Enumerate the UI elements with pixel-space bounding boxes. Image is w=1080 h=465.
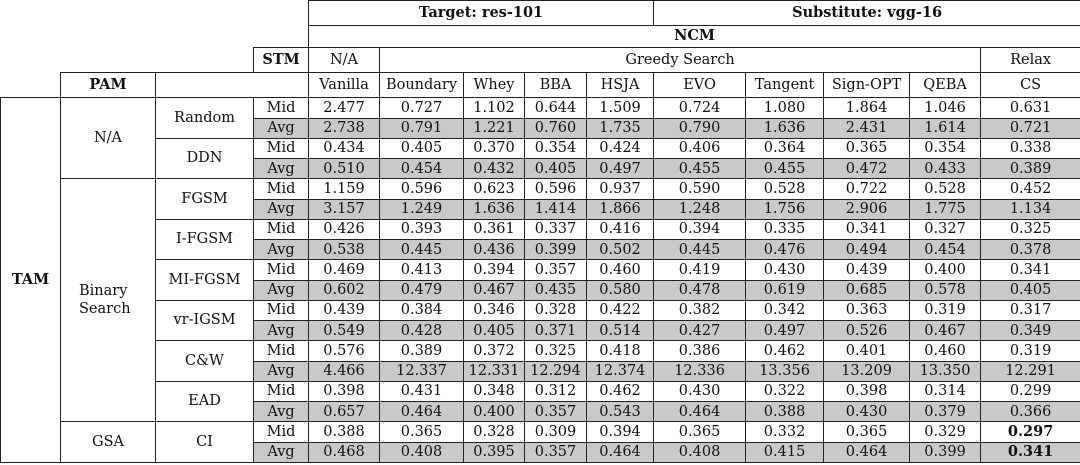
value-cell: 0.460 [910, 341, 981, 361]
value-cell: 0.430 [654, 381, 746, 401]
value-cell: 0.341 [824, 219, 910, 239]
value-cell: 0.494 [824, 240, 910, 260]
value-cell: 0.685 [824, 280, 910, 300]
value-cell: 0.386 [654, 341, 746, 361]
value-cell: 0.365 [654, 422, 746, 442]
value-cell: 0.468 [309, 442, 380, 462]
value-cell: 1.866 [587, 199, 654, 219]
value-cell: 0.329 [910, 422, 981, 442]
value-cell: 1.636 [464, 199, 525, 219]
value-cell: 0.418 [587, 341, 654, 361]
value-cell: 0.400 [464, 402, 525, 422]
table-row [1, 381, 1080, 401]
value-cell: 0.325 [525, 341, 587, 361]
value-cell: 4.466 [309, 361, 380, 381]
value-cell: 0.937 [587, 179, 654, 199]
table-row [1, 341, 1080, 361]
value-cell: 0.631 [981, 98, 1080, 118]
value-cell: 0.384 [380, 300, 464, 320]
value-cell: 0.724 [654, 98, 746, 118]
value-cell: 0.454 [380, 159, 464, 179]
value-cell: 0.497 [587, 159, 654, 179]
value-cell: 0.580 [587, 280, 654, 300]
stm-row-type: Avg [254, 442, 309, 462]
value-cell: 0.406 [654, 138, 746, 158]
value-cell: 0.576 [309, 341, 380, 361]
value-cell: 1.248 [654, 199, 746, 219]
value-cell: 0.526 [824, 321, 910, 341]
table-row [1, 219, 1080, 239]
value-cell: 0.357 [525, 442, 587, 462]
value-cell: 0.365 [824, 138, 910, 158]
value-cell: 12.331 [464, 361, 525, 381]
value-cell: 0.434 [309, 138, 380, 158]
value-cell: 0.439 [824, 260, 910, 280]
column-header-evo: EVO [654, 73, 746, 98]
value-cell: 0.445 [654, 240, 746, 260]
value-cell: 0.476 [746, 240, 824, 260]
value-cell: 0.415 [746, 442, 824, 462]
na-group-header: N/A [309, 48, 380, 73]
method-label: FGSM [156, 179, 254, 220]
value-cell: 2.906 [824, 199, 910, 219]
table-row [1, 422, 1080, 442]
value-cell: 0.479 [380, 280, 464, 300]
value-cell: 0.596 [380, 179, 464, 199]
value-cell: 0.538 [309, 240, 380, 260]
table-row [1, 98, 1080, 118]
value-cell: 0.791 [380, 118, 464, 138]
stm-row-type: Mid [254, 179, 309, 199]
value-cell: 0.455 [654, 159, 746, 179]
value-cell: 0.578 [910, 280, 981, 300]
value-cell: 0.401 [824, 341, 910, 361]
value-cell: 1.775 [910, 199, 981, 219]
method-label: vr-IGSM [156, 300, 254, 341]
value-cell: 0.394 [587, 422, 654, 442]
value-cell: 13.209 [824, 361, 910, 381]
value-cell: 1.614 [910, 118, 981, 138]
value-cell: 0.314 [910, 381, 981, 401]
header-spacer-left [1, 73, 61, 98]
stm-row-type: Mid [254, 341, 309, 361]
value-cell: 0.657 [309, 402, 380, 422]
value-cell: 0.327 [910, 219, 981, 239]
value-cell: 0.354 [525, 138, 587, 158]
value-cell: 0.365 [824, 422, 910, 442]
tam-label: TAM [1, 98, 61, 463]
value-cell: 1.509 [587, 98, 654, 118]
relax-group-header: Relax [981, 48, 1080, 73]
value-cell: 0.322 [746, 381, 824, 401]
value-cell: 0.436 [464, 240, 525, 260]
value-cell: 0.319 [981, 341, 1080, 361]
value-cell: 0.430 [824, 402, 910, 422]
value-cell: 0.317 [981, 300, 1080, 320]
value-cell: 0.328 [525, 300, 587, 320]
value-cell: 0.388 [309, 422, 380, 442]
value-cell: 0.467 [464, 280, 525, 300]
table-row [1, 138, 1080, 158]
value-cell: 0.644 [525, 98, 587, 118]
value-cell: 0.389 [380, 341, 464, 361]
column-header-cs: CS [981, 73, 1080, 98]
table-row [1, 179, 1080, 199]
value-cell: 0.341 [981, 442, 1080, 462]
value-cell: 13.356 [746, 361, 824, 381]
value-cell: 0.299 [981, 381, 1080, 401]
value-cell: 0.422 [587, 300, 654, 320]
value-cell: 0.319 [910, 300, 981, 320]
value-cell: 0.370 [464, 138, 525, 158]
value-cell: 0.454 [910, 240, 981, 260]
value-cell: 0.790 [654, 118, 746, 138]
value-cell: 0.464 [654, 402, 746, 422]
column-header-sign-opt: Sign-OPT [824, 73, 910, 98]
stm-row-type: Mid [254, 138, 309, 158]
value-cell: 0.335 [746, 219, 824, 239]
value-cell: 0.405 [464, 321, 525, 341]
pam-group-label: GSA [61, 422, 156, 463]
value-cell: 0.405 [380, 138, 464, 158]
value-cell: 0.510 [309, 159, 380, 179]
pam-header: PAM [61, 73, 156, 98]
header-corner [1, 1, 309, 48]
stm-header: STM [254, 48, 309, 73]
value-cell: 1.864 [824, 98, 910, 118]
value-cell: 0.464 [380, 402, 464, 422]
header-spacer [1, 48, 254, 73]
stm-row-type: Avg [254, 321, 309, 341]
value-cell: 0.341 [981, 260, 1080, 280]
stm-row-type: Avg [254, 199, 309, 219]
substitute-header: Substitute: vgg-16 [654, 1, 1080, 26]
value-cell: 0.365 [380, 422, 464, 442]
header-row-1 [1, 1, 1080, 26]
value-cell: 0.332 [746, 422, 824, 442]
value-cell: 0.378 [981, 240, 1080, 260]
value-cell: 0.393 [380, 219, 464, 239]
value-cell: 1.735 [587, 118, 654, 138]
value-cell: 0.590 [654, 179, 746, 199]
value-cell: 0.363 [824, 300, 910, 320]
value-cell: 0.727 [380, 98, 464, 118]
value-cell: 1.221 [464, 118, 525, 138]
value-cell: 0.467 [910, 321, 981, 341]
value-cell: 0.348 [464, 381, 525, 401]
column-header-boundary: Boundary [380, 73, 464, 98]
value-cell: 2.431 [824, 118, 910, 138]
value-cell: 0.543 [587, 402, 654, 422]
stm-row-type: Avg [254, 280, 309, 300]
method-label: Random [156, 98, 254, 139]
value-cell: 0.405 [525, 159, 587, 179]
value-cell: 12.291 [981, 361, 1080, 381]
value-cell: 0.435 [525, 280, 587, 300]
value-cell: 3.157 [309, 199, 380, 219]
value-cell: 0.388 [746, 402, 824, 422]
stm-row-type: Mid [254, 381, 309, 401]
value-cell: 1.636 [746, 118, 824, 138]
value-cell: 0.357 [525, 260, 587, 280]
value-cell: 0.400 [910, 260, 981, 280]
table-row [1, 300, 1080, 320]
value-cell: 12.336 [654, 361, 746, 381]
header-row-3 [1, 48, 1080, 73]
value-cell: 0.460 [587, 260, 654, 280]
method-label: DDN [156, 138, 254, 179]
stm-row-type: Mid [254, 260, 309, 280]
value-cell: 12.294 [525, 361, 587, 381]
value-cell: 0.462 [587, 381, 654, 401]
value-cell: 0.722 [824, 179, 910, 199]
value-cell: 1.414 [525, 199, 587, 219]
value-cell: 0.419 [654, 260, 746, 280]
value-cell: 0.431 [380, 381, 464, 401]
value-cell: 0.312 [525, 381, 587, 401]
target-header: Target: res-101 [309, 1, 654, 26]
value-cell: 0.472 [824, 159, 910, 179]
value-cell: 0.342 [746, 300, 824, 320]
value-cell: 0.398 [309, 381, 380, 401]
value-cell: 0.325 [981, 219, 1080, 239]
value-cell: 0.424 [587, 138, 654, 158]
value-cell: 0.549 [309, 321, 380, 341]
greedy-group-header: Greedy Search [380, 48, 981, 73]
value-cell: 1.046 [910, 98, 981, 118]
stm-row-type: Mid [254, 422, 309, 442]
value-cell: 0.528 [746, 179, 824, 199]
value-cell: 1.080 [746, 98, 824, 118]
value-cell: 0.382 [654, 300, 746, 320]
value-cell: 0.366 [981, 402, 1080, 422]
method-label: I-FGSM [156, 219, 254, 260]
value-cell: 0.394 [464, 260, 525, 280]
value-cell: 0.357 [525, 402, 587, 422]
value-cell: 0.439 [309, 300, 380, 320]
value-cell: 0.399 [910, 442, 981, 462]
ncm-header: NCM [309, 26, 1080, 48]
value-cell: 13.350 [910, 361, 981, 381]
value-cell: 0.455 [746, 159, 824, 179]
value-cell: 0.428 [380, 321, 464, 341]
value-cell: 0.619 [746, 280, 824, 300]
value-cell: 0.433 [910, 159, 981, 179]
value-cell: 0.408 [654, 442, 746, 462]
value-cell: 0.395 [464, 442, 525, 462]
value-cell: 0.371 [525, 321, 587, 341]
header-row-4 [1, 73, 1080, 98]
value-cell: 0.338 [981, 138, 1080, 158]
value-cell: 0.354 [910, 138, 981, 158]
value-cell: 1.102 [464, 98, 525, 118]
stm-row-type: Avg [254, 240, 309, 260]
value-cell: 0.478 [654, 280, 746, 300]
value-cell: 0.528 [910, 179, 981, 199]
value-cell: 0.379 [910, 402, 981, 422]
value-cell: 0.399 [525, 240, 587, 260]
value-cell: 0.389 [981, 159, 1080, 179]
stm-row-type: Avg [254, 361, 309, 381]
pam-group-label: N/A [61, 98, 156, 179]
value-cell: 0.398 [824, 381, 910, 401]
value-cell: 0.364 [746, 138, 824, 158]
method-label: CI [156, 422, 254, 463]
stm-row-type: Mid [254, 219, 309, 239]
value-cell: 2.738 [309, 118, 380, 138]
stm-row-type: Mid [254, 300, 309, 320]
value-cell: 0.497 [746, 321, 824, 341]
value-cell: 0.427 [654, 321, 746, 341]
value-cell: 0.760 [525, 118, 587, 138]
stm-row-type: Avg [254, 118, 309, 138]
value-cell: 0.432 [464, 159, 525, 179]
value-cell: 0.413 [380, 260, 464, 280]
method-label: MI-FGSM [156, 260, 254, 301]
value-cell: 0.372 [464, 341, 525, 361]
value-cell: 0.416 [587, 219, 654, 239]
value-cell: 0.623 [464, 179, 525, 199]
value-cell: 1.159 [309, 179, 380, 199]
value-cell: 0.309 [525, 422, 587, 442]
value-cell: 0.394 [654, 219, 746, 239]
value-cell: 0.328 [464, 422, 525, 442]
value-cell: 0.408 [380, 442, 464, 462]
value-cell: 0.349 [981, 321, 1080, 341]
pam-group-label: Binary Search [61, 179, 156, 422]
value-cell: 0.445 [380, 240, 464, 260]
value-cell: 0.346 [464, 300, 525, 320]
column-header-qeba: QEBA [910, 73, 981, 98]
table-row [1, 260, 1080, 280]
value-cell: 0.337 [525, 219, 587, 239]
method-label: C&W [156, 341, 254, 382]
value-cell: 0.469 [309, 260, 380, 280]
column-header-tangent: Tangent [746, 73, 824, 98]
value-cell: 0.462 [746, 341, 824, 361]
value-cell: 0.464 [824, 442, 910, 462]
value-cell: 1.134 [981, 199, 1080, 219]
stm-row-type: Mid [254, 98, 309, 118]
value-cell: 1.249 [380, 199, 464, 219]
value-cell: 0.426 [309, 219, 380, 239]
value-cell: 0.602 [309, 280, 380, 300]
value-cell: 0.361 [464, 219, 525, 239]
value-cell: 12.374 [587, 361, 654, 381]
value-cell: 12.337 [380, 361, 464, 381]
column-header-bba: BBA [525, 73, 587, 98]
value-cell: 2.477 [309, 98, 380, 118]
value-cell: 0.405 [981, 280, 1080, 300]
value-cell: 1.756 [746, 199, 824, 219]
column-header-vanilla: Vanilla [309, 73, 380, 98]
value-cell: 0.502 [587, 240, 654, 260]
value-cell: 0.430 [746, 260, 824, 280]
value-cell: 0.297 [981, 422, 1080, 442]
value-cell: 0.721 [981, 118, 1080, 138]
stm-row-type: Avg [254, 159, 309, 179]
method-label: EAD [156, 381, 254, 422]
header-spacer-right [156, 73, 309, 98]
value-cell: 0.596 [525, 179, 587, 199]
column-header-whey: Whey [464, 73, 525, 98]
value-cell: 0.514 [587, 321, 654, 341]
value-cell: 0.452 [981, 179, 1080, 199]
stm-row-type: Avg [254, 402, 309, 422]
value-cell: 0.464 [587, 442, 654, 462]
column-header-hsja: HSJA [587, 73, 654, 98]
